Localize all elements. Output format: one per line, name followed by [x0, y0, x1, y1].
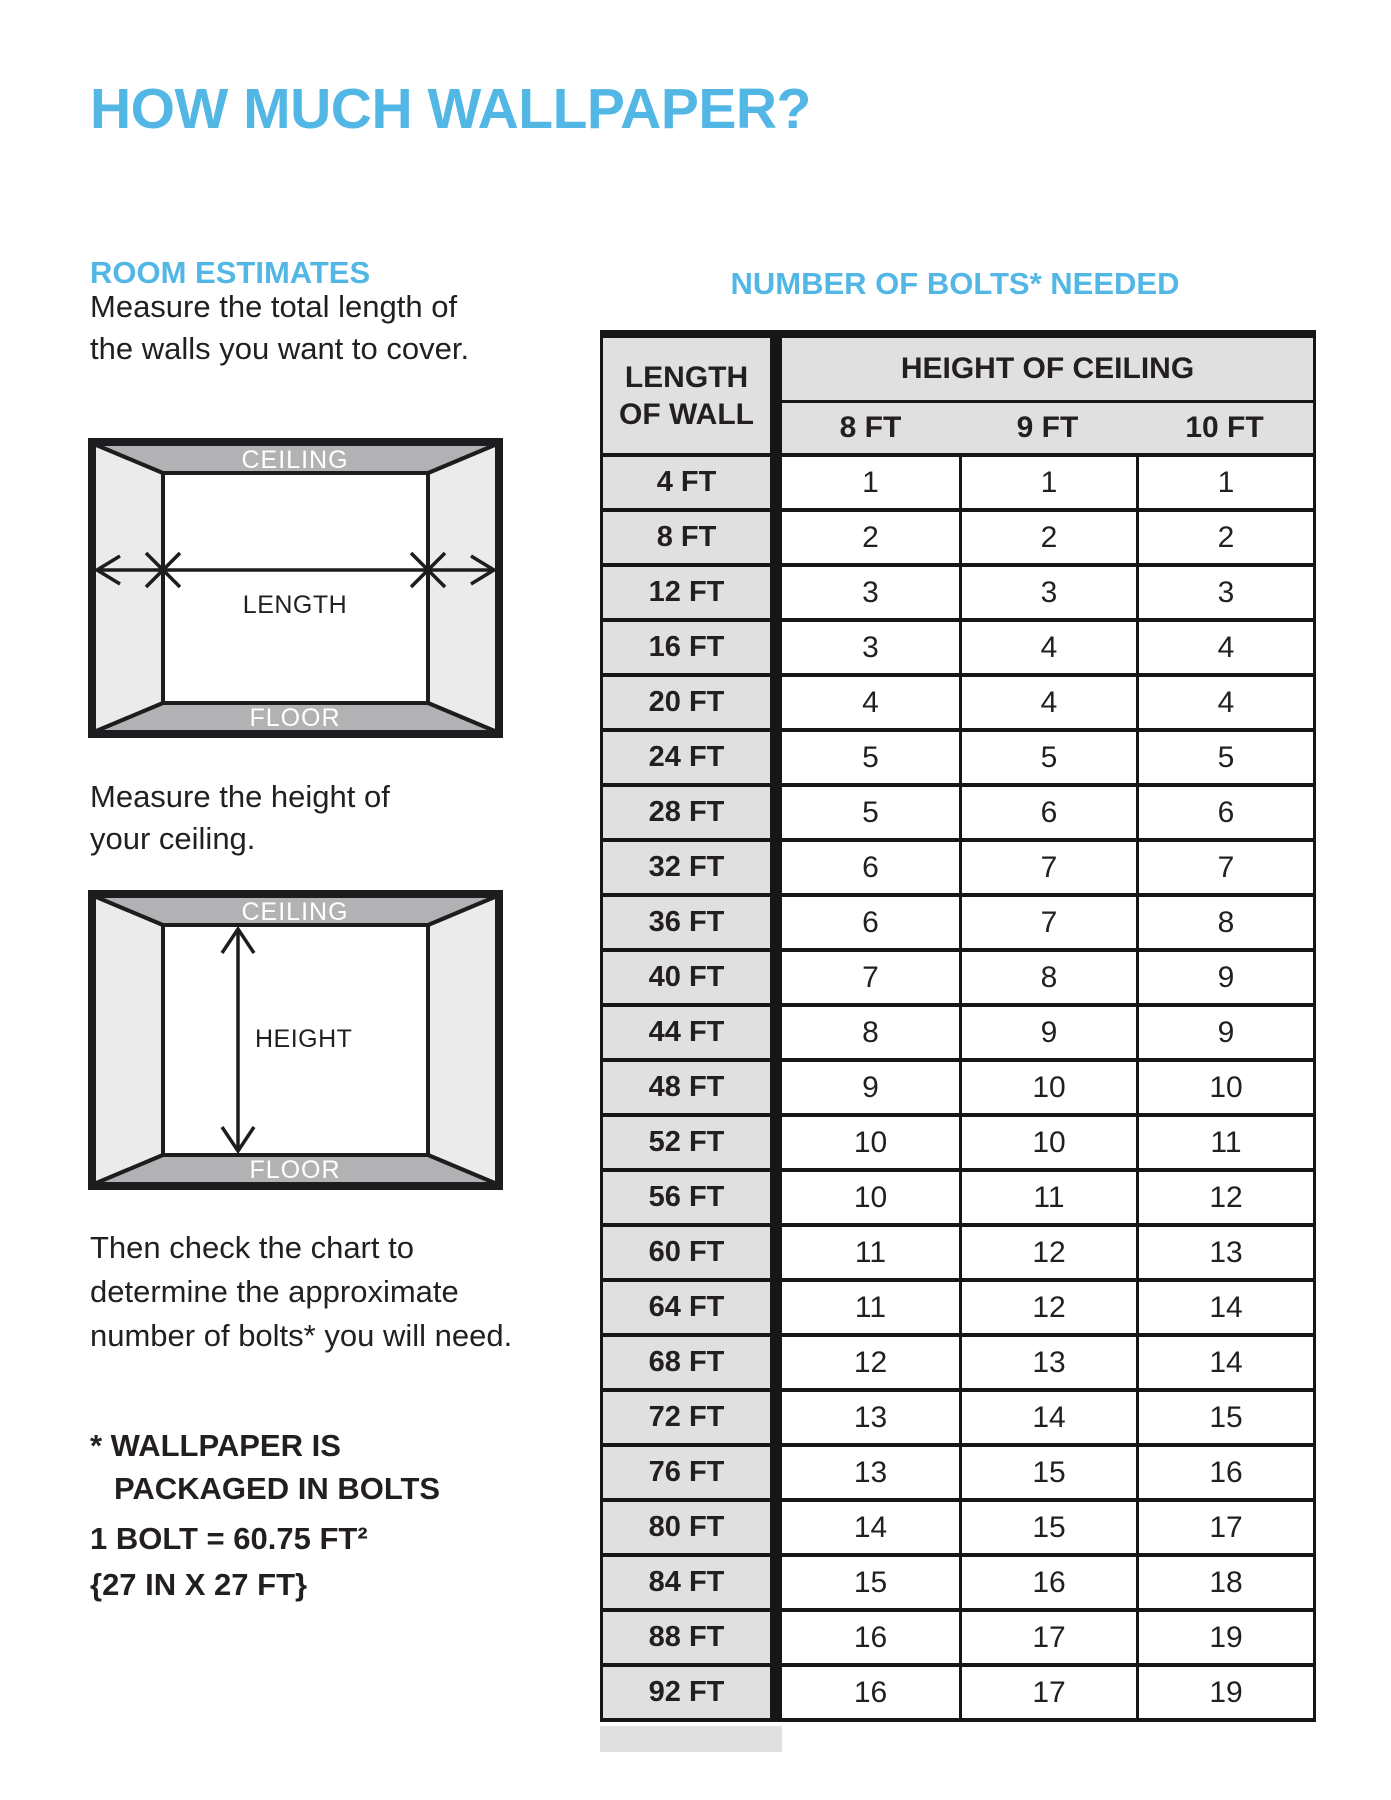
room-height-diagram — [88, 890, 503, 1190]
section-heading-bolts-needed: NUMBER OF BOLTS* NEEDED — [730, 266, 1180, 301]
bolt-count-cell: 1 — [782, 453, 959, 508]
table-row — [603, 1498, 1313, 1553]
bolts-table — [600, 330, 1316, 1722]
table-row — [603, 1058, 1313, 1113]
table-row — [603, 1333, 1313, 1388]
bolt-count-cell: 10 — [959, 1058, 1136, 1113]
floor-label: FLOOR — [249, 1156, 341, 1184]
bolt-count-cell: 8 — [782, 1003, 959, 1058]
section-heading-room-estimates: ROOM ESTIMATES — [90, 255, 371, 290]
bolt-count-cell: 6 — [782, 893, 959, 948]
column-header-8ft: 8 FT — [782, 403, 959, 453]
wallpaper-bolts-footnote — [90, 1424, 440, 1510]
right-wall-shape — [428, 444, 497, 732]
table-row — [603, 838, 1313, 893]
back-wall-shape — [163, 473, 428, 703]
table-row — [603, 563, 1313, 618]
instruction-check-chart — [90, 1226, 512, 1358]
bolt-count-cell: 5 — [782, 783, 959, 838]
bolt-count-cell: 9 — [782, 1058, 959, 1113]
wall-length-label: 44 FT — [603, 1003, 782, 1058]
bolt-count-cell: 12 — [782, 1333, 959, 1388]
table-row — [603, 1113, 1313, 1168]
bolt-count-cell: 4 — [782, 673, 959, 728]
bolt-count-cell: 6 — [782, 838, 959, 893]
table-row — [603, 1223, 1313, 1278]
bolt-count-cell: 16 — [959, 1553, 1136, 1608]
bolt-count-cell: 7 — [782, 948, 959, 1003]
instruction-line: Then check the chart to — [90, 1230, 414, 1265]
instruction-line: number of bolts* you will need. — [90, 1318, 513, 1353]
bolt-count-cell: 10 — [959, 1113, 1136, 1168]
bolt-count-cell: 11 — [782, 1278, 959, 1333]
wall-length-label: 64 FT — [603, 1278, 782, 1333]
bolt-count-cell: 4 — [959, 673, 1136, 728]
room-length-diagram — [88, 438, 503, 738]
wall-length-label: 32 FT — [603, 838, 782, 893]
column-header-9ft: 9 FT — [959, 403, 1136, 453]
left-wall-shape — [94, 444, 163, 732]
wall-length-label: 20 FT — [603, 673, 782, 728]
page-title: HOW MUCH WALLPAPER? — [90, 77, 811, 141]
bolt-count-cell: 4 — [1136, 673, 1313, 728]
table-row — [603, 1168, 1313, 1223]
table-row — [603, 1443, 1313, 1498]
wall-length-label: 48 FT — [603, 1058, 782, 1113]
bolt-count-cell: 7 — [959, 893, 1136, 948]
bolt-count-cell: 19 — [1136, 1608, 1313, 1663]
bolt-count-cell: 4 — [1136, 618, 1313, 673]
instruction-line: your ceiling. — [90, 821, 256, 856]
column-group-header-height-of-ceiling: HEIGHT OF CEILING — [782, 338, 1313, 403]
bolt-count-cell: 9 — [1136, 1003, 1313, 1058]
bolt-count-cell: 15 — [959, 1498, 1136, 1553]
bolt-count-cell: 7 — [1136, 838, 1313, 893]
bolt-count-cell: 16 — [1136, 1443, 1313, 1498]
bolt-count-cell: 13 — [782, 1443, 959, 1498]
instruction-measure-height — [90, 776, 390, 860]
bolt-count-cell: 10 — [1136, 1058, 1313, 1113]
bolt-count-cell: 15 — [1136, 1388, 1313, 1443]
bolt-count-cell: 11 — [1136, 1113, 1313, 1168]
bolt-count-cell: 18 — [1136, 1553, 1313, 1608]
length-label: LENGTH — [242, 591, 348, 619]
wall-length-label: 52 FT — [603, 1113, 782, 1168]
table-row — [603, 453, 1313, 508]
wall-length-label: 76 FT — [603, 1443, 782, 1498]
bolt-count-cell: 16 — [782, 1608, 959, 1663]
bolt-count-cell: 16 — [782, 1663, 959, 1718]
bolt-count-cell: 17 — [959, 1608, 1136, 1663]
table-row — [603, 1388, 1313, 1443]
bolt-count-cell: 3 — [959, 563, 1136, 618]
bolt-count-cell: 1 — [959, 453, 1136, 508]
wall-length-label: 92 FT — [603, 1663, 782, 1718]
bolt-count-cell: 4 — [959, 618, 1136, 673]
bolt-count-cell: 13 — [782, 1388, 959, 1443]
wall-length-label: 24 FT — [603, 728, 782, 783]
bolt-count-cell: 7 — [959, 838, 1136, 893]
bolt-count-cell: 14 — [1136, 1278, 1313, 1333]
bolt-count-cell: 10 — [782, 1168, 959, 1223]
bolts-table-container — [600, 330, 1316, 1722]
wall-length-label: 80 FT — [603, 1498, 782, 1553]
instruction-line: Measure the height of — [90, 779, 390, 814]
table-row — [603, 508, 1313, 563]
wall-length-label: 60 FT — [603, 1223, 782, 1278]
bolt-count-cell: 5 — [1136, 728, 1313, 783]
bolt-count-cell: 17 — [1136, 1498, 1313, 1553]
bolt-count-cell: 8 — [1136, 893, 1313, 948]
wall-length-label: 28 FT — [603, 783, 782, 838]
bolt-count-cell: 6 — [1136, 783, 1313, 838]
bolt-count-cell: 13 — [1136, 1223, 1313, 1278]
table-row — [603, 1278, 1313, 1333]
ceiling-label: CEILING — [241, 898, 349, 926]
bolt-count-cell: 3 — [782, 563, 959, 618]
wall-length-label: 68 FT — [603, 1333, 782, 1388]
table-row — [603, 673, 1313, 728]
right-wall-shape — [428, 896, 497, 1184]
table-row — [603, 1003, 1313, 1058]
bolt-count-cell: 3 — [782, 618, 959, 673]
bolt-count-cell: 10 — [782, 1113, 959, 1168]
wall-length-label: 8 FT — [603, 508, 782, 563]
wall-length-label: 56 FT — [603, 1168, 782, 1223]
table-row — [603, 1663, 1313, 1718]
table-row — [603, 1608, 1313, 1663]
instruction-line: the walls you want to cover. — [90, 331, 470, 366]
bolt-count-cell: 13 — [959, 1333, 1136, 1388]
footnote-line: * WALLPAPER IS — [90, 1428, 341, 1463]
table-row — [603, 948, 1313, 1003]
wall-length-label: 72 FT — [603, 1388, 782, 1443]
wall-length-label: 88 FT — [603, 1608, 782, 1663]
bolt-count-cell: 19 — [1136, 1663, 1313, 1718]
bolt-count-cell: 5 — [959, 728, 1136, 783]
table-row — [603, 728, 1313, 783]
column-header-10ft: 10 FT — [1136, 403, 1313, 453]
bolt-count-cell: 15 — [959, 1443, 1136, 1498]
bolt-count-cell: 12 — [959, 1223, 1136, 1278]
bolt-count-cell: 11 — [782, 1223, 959, 1278]
table-row — [603, 893, 1313, 948]
table-row — [603, 618, 1313, 673]
bolt-info-line: 1 BOLT = 60.75 FT² — [90, 1521, 368, 1556]
bolt-count-cell: 14 — [1136, 1333, 1313, 1388]
table-row — [603, 783, 1313, 838]
wall-length-label: 16 FT — [603, 618, 782, 673]
floor-label: FLOOR — [249, 704, 341, 732]
wall-length-label: 4 FT — [603, 453, 782, 508]
footnote-line: PACKAGED IN BOLTS — [114, 1471, 441, 1506]
wall-length-label: 12 FT — [603, 563, 782, 618]
bolt-count-cell: 6 — [959, 783, 1136, 838]
bolt-count-cell: 17 — [959, 1663, 1136, 1718]
bolt-count-cell: 12 — [1136, 1168, 1313, 1223]
instruction-measure-length — [90, 286, 469, 370]
instruction-line: determine the approximate — [90, 1274, 459, 1309]
bolt-count-cell: 2 — [782, 508, 959, 563]
bolt-count-cell: 9 — [959, 1003, 1136, 1058]
bolt-count-cell: 2 — [1136, 508, 1313, 563]
row-header-length-of-wall: LENGTH OF WALL — [603, 338, 782, 453]
instruction-line: Measure the total length of — [90, 289, 458, 324]
bolt-count-cell: 9 — [1136, 948, 1313, 1003]
bolt-count-cell: 3 — [1136, 563, 1313, 618]
bolt-info-line: {27 IN X 27 FT} — [90, 1567, 308, 1602]
bolt-size-info — [90, 1516, 368, 1608]
bolt-count-cell: 12 — [959, 1278, 1136, 1333]
bolt-count-cell: 14 — [782, 1498, 959, 1553]
bolt-count-cell: 1 — [1136, 453, 1313, 508]
table-footer-strip — [600, 1726, 782, 1752]
wall-length-label: 36 FT — [603, 893, 782, 948]
wall-length-label: 40 FT — [603, 948, 782, 1003]
bolt-count-cell: 5 — [782, 728, 959, 783]
wall-length-label: 84 FT — [603, 1553, 782, 1608]
bolt-count-cell: 14 — [959, 1388, 1136, 1443]
table-row — [603, 1553, 1313, 1608]
bolt-count-cell: 2 — [959, 508, 1136, 563]
bolt-count-cell: 8 — [959, 948, 1136, 1003]
left-wall-shape — [94, 896, 163, 1184]
height-label: HEIGHT — [255, 1025, 353, 1053]
bolt-count-cell: 11 — [959, 1168, 1136, 1223]
bolt-count-cell: 15 — [782, 1553, 959, 1608]
ceiling-label: CEILING — [241, 446, 349, 474]
